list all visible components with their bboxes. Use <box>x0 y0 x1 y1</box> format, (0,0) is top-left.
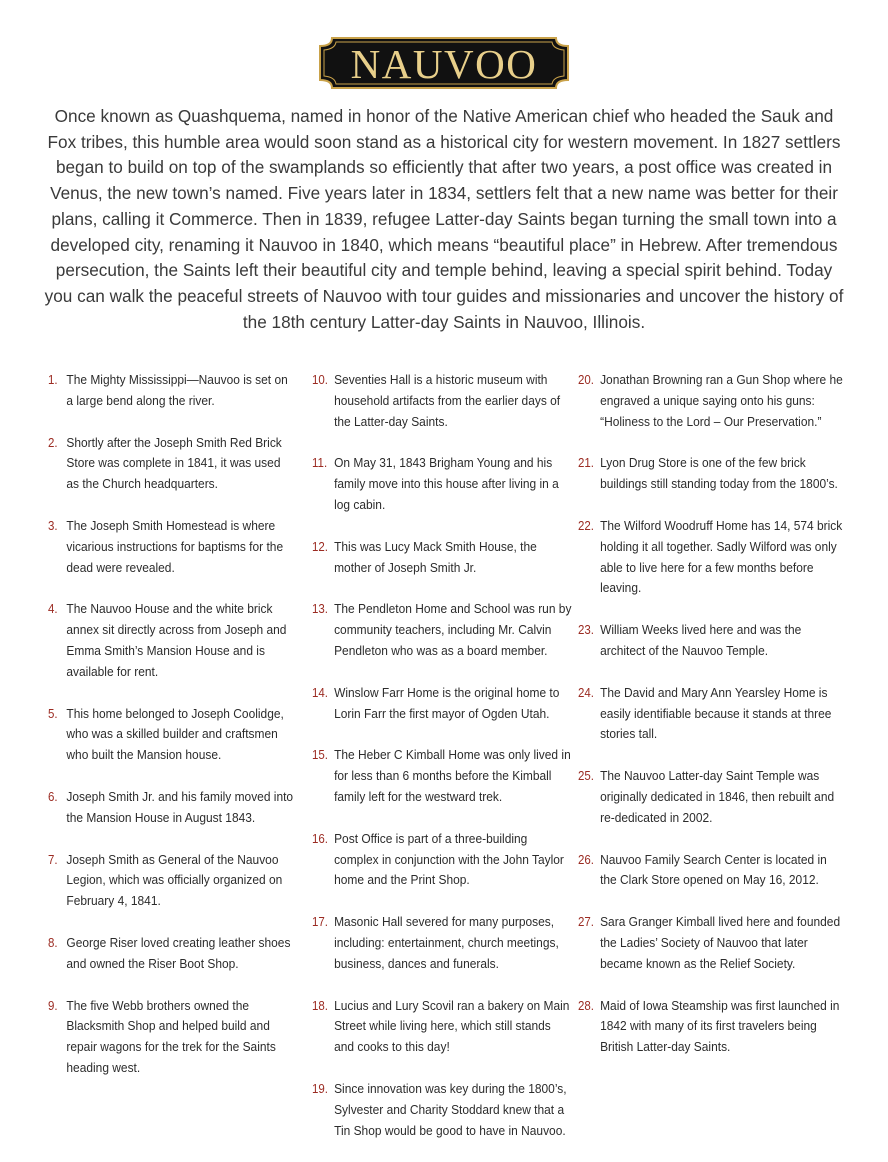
item-text: Lyon Drug Store is one of the few brick buildings still standing today from the 1800’s. <box>600 455 838 492</box>
item-number: 24. <box>578 685 594 700</box>
item-number: 6. <box>48 789 58 804</box>
item-number: 10. <box>312 373 328 387</box>
item-text: The Nauvoo House and the white brick annex sit directly across from Joseph and Emma Smith’s Mansion House and is available for rent. <box>66 601 287 679</box>
item-number: 22. <box>578 518 594 533</box>
list-item <box>312 370 572 432</box>
list-column-3 <box>578 370 846 1079</box>
item-number: 9. <box>48 998 58 1013</box>
item-text: Maid of Iowa Steamship was first launched in 1842 with many of its first travelers being British Latter-day Saints. <box>600 997 840 1055</box>
item-number: 7. <box>48 852 58 867</box>
item-number: 25. <box>578 769 594 784</box>
item-text: William Weeks lived here and was the architect of the Nauvoo Temple. <box>600 622 802 658</box>
list-item <box>578 996 844 1058</box>
list-column-1 <box>48 370 298 1100</box>
list-item <box>48 704 296 766</box>
item-number: 20. <box>578 373 594 387</box>
item-text: Winslow Farr Home is the original home to Lorin Farr the first mayor of Ogden Utah. <box>334 684 560 721</box>
item-text: Jonathan Browning ran a Gun Shop where he engraved a unique saying onto his guns: “Holiness to the Lord – Our Preservation.” <box>600 372 843 429</box>
list-item <box>48 850 296 912</box>
item-number: 15. <box>312 748 328 763</box>
item-text: On May 31, 1843 Brigham Young and his family move into this house after living in a log cabin. <box>334 455 559 512</box>
item-text: Seventies Hall is a historic museum with household artifacts from the earlier days of the Latter-day Saints. <box>334 372 561 429</box>
list-item <box>312 599 572 661</box>
list-item <box>578 850 844 892</box>
list-item <box>312 537 572 579</box>
list-item <box>312 996 572 1058</box>
item-number: 16. <box>312 831 328 846</box>
list-item <box>48 370 296 412</box>
item-number: 5. <box>48 706 58 721</box>
item-number: 21. <box>578 456 594 471</box>
list-item <box>578 620 844 662</box>
item-text: The Pendleton Home and School was run by community teachers, including Mr. Calvin Pendleton who was as a board member. <box>334 601 572 658</box>
item-number: 3. <box>48 518 58 533</box>
intro-paragraph: Once known as Quashquema, named in honor of the Native American chief who headed the Sauk and Fox tribes, this humble area would soon stand as a historical city for western movement. In 1827 settlers began to build on top of the swamplands so efficiently that after two years, a post office was created in Venus, the new town’s named. Five years later in 1834, settlers felt that a new name was better for their plans, calling it Commerce. Then in 1839, refugee Latter-day Saints began turning the small town into a developed city, renaming it Nauvoo in 1840, which means “beautiful place” in Hebrew. After tremendous persecution, the Saints left their beautiful city and temple behind, leaving a special spirit behind. Today you can walk the peaceful streets of Nauvoo with tour guides and missionaries and uncover the history of the 18th century Latter-day Saints in Nauvoo, Illinois. <box>44 106 844 332</box>
item-text: This was Lucy Mack Smith House, the mother of Joseph Smith Jr. <box>334 538 537 575</box>
item-text: The David and Mary Ann Yearsley Home is easily identifiable because it stands at three stories tall. <box>600 684 832 742</box>
list-item <box>48 433 296 495</box>
list-item <box>48 516 296 578</box>
list-item <box>312 1079 572 1141</box>
list-item <box>312 683 572 725</box>
page-title: NAUVOO <box>350 40 538 87</box>
list-item <box>578 453 844 495</box>
item-text: Post Office is part of a three-building complex in conjunction with the John Taylor home and the Print Shop. <box>334 830 564 888</box>
title-plaque-wrapper <box>0 36 888 94</box>
item-number: 13. <box>312 602 328 617</box>
item-text: The Joseph Smith Homestead is where vicarious instructions for baptisms for the dead were revealed. <box>66 517 284 575</box>
title-plaque <box>318 36 570 90</box>
list-item <box>312 745 572 807</box>
list-item <box>578 516 844 599</box>
item-number: 1. <box>48 373 58 387</box>
item-text: Sara Granger Kimball lived here and founded the Ladies’ Society of Nauvoo that later became known as the Relief Society. <box>600 914 841 971</box>
item-number: 14. <box>312 685 328 700</box>
list-item <box>48 996 296 1079</box>
item-number: 17. <box>312 915 328 930</box>
item-text: Shortly after the Joseph Smith Red Brick Store was complete in 1841, it was used as the Church headquarters. <box>66 434 282 492</box>
list-column-2 <box>312 370 574 1162</box>
item-text: George Riser loved creating leather shoes and owned the Riser Boot Shop. <box>66 934 291 971</box>
item-number: 11. <box>312 456 328 471</box>
list-item <box>48 933 296 975</box>
item-number: 27. <box>578 915 594 930</box>
item-text: The Nauvoo Latter-day Saint Temple was originally dedicated in 1846, then rebuilt and re-dedicated in 2002. <box>600 768 835 825</box>
item-text: Masonic Hall severed for many purposes, including: entertainment, church meetings, business, dances and funerals. <box>334 914 559 971</box>
item-text: The Wilford Woodruff Home has 14, 574 brick holding it all together. Sadly Wilford was only able to live here for a few months before leaving. <box>600 517 843 596</box>
item-number: 19. <box>312 1081 328 1096</box>
item-number: 28. <box>578 998 594 1013</box>
item-text: Joseph Smith Jr. and his family moved into the Mansion House in August 1843. <box>66 788 294 825</box>
item-number: 23. <box>578 623 594 638</box>
list-item <box>312 453 572 515</box>
item-number: 4. <box>48 602 58 617</box>
item-number: 12. <box>312 539 328 554</box>
item-number: 8. <box>48 935 58 950</box>
item-text: The Heber C Kimball Home was only lived in for less than 6 months before the Kimball family left for the westward trek. <box>334 747 571 804</box>
item-number: 26. <box>578 852 594 867</box>
item-text: The five Webb brothers owned the Blacksmith Shop and helped build and repair wagons for the trek for the Saints heading west. <box>66 997 276 1075</box>
item-text: Nauvoo Family Search Center is located in the Clark Store opened on May 16, 2012. <box>600 851 827 888</box>
item-text: Since innovation was key during the 1800’s, Sylvester and Charity Stoddard knew that a Tin Shop would be good to have in Nauvoo. <box>334 1080 567 1138</box>
list-item <box>48 787 296 829</box>
item-text: Lucius and Lury Scovil ran a bakery on Main Street while living here, which still stands and cooks to this day! <box>334 997 570 1055</box>
item-number: 18. <box>312 998 328 1013</box>
list-item <box>578 766 844 828</box>
list-item <box>48 599 296 682</box>
item-text: This home belonged to Joseph Coolidge, who was a skilled builder and craftsmen who built the Mansion house. <box>66 705 284 763</box>
item-number: 2. <box>48 435 58 450</box>
list-item <box>312 912 572 974</box>
list-item <box>578 370 844 432</box>
list-item <box>312 829 572 891</box>
list-item <box>578 683 844 745</box>
list-item <box>578 912 844 974</box>
item-text: Joseph Smith as General of the Nauvoo Legion, which was officially organized on February 4, 1841. <box>66 851 283 909</box>
item-text: The Mighty Mississippi—Nauvoo is set on a large bend along the river. <box>66 372 288 408</box>
